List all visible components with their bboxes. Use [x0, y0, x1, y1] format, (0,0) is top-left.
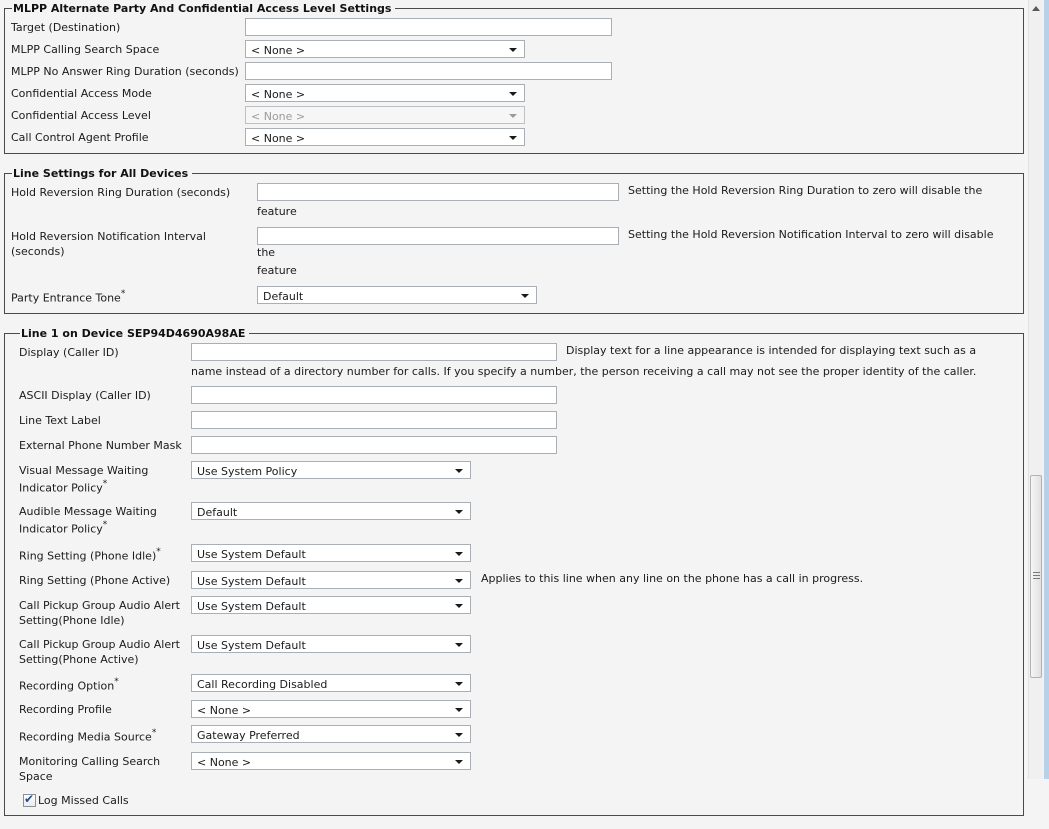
select-value: < None > — [251, 44, 306, 57]
call-pickup-group-audio-alert-phone-idle-select[interactable] — [191, 596, 471, 614]
confidential-access-level-select — [245, 106, 525, 124]
recording-media-source-select[interactable] — [191, 725, 471, 743]
audible-message-waiting-indicator-policy-select[interactable] — [191, 502, 471, 520]
dropdown-arrow-icon — [455, 604, 463, 608]
field-row-display-caller-id — [19, 343, 1015, 379]
field-row-confidential-access-mode — [11, 84, 1015, 102]
field-row-party-entrance-tone — [11, 286, 1015, 306]
scrollbar-up-button[interactable] — [1029, 0, 1044, 16]
field-row-recording-profile — [19, 700, 1015, 718]
dropdown-arrow-icon — [455, 510, 463, 514]
recording-profile-select[interactable] — [191, 700, 471, 718]
select-value: < None > — [251, 88, 306, 101]
select-value: < None > — [251, 132, 306, 145]
field-label: Target (Destination) — [11, 21, 121, 34]
field-row-monitoring-calling-search-space — [19, 752, 1015, 784]
field-row-recording-option — [19, 674, 1015, 694]
section-mlpp-legend: MLPP Alternate Party And Confidential Access Level Settings — [13, 2, 392, 15]
field-label: Ring Setting (Phone Active) — [19, 573, 171, 587]
field-label: Ring Setting (Phone Idle)* — [19, 546, 161, 563]
field-row-external-phone-number-mask — [19, 436, 1015, 454]
visual-message-waiting-indicator-policy-select[interactable] — [191, 461, 471, 479]
dropdown-arrow-icon — [455, 682, 463, 686]
field-row-call-control-agent-profile — [11, 128, 1015, 146]
field-label: Monitoring Calling Search Space — [19, 754, 161, 783]
call-control-agent-profile-select[interactable] — [245, 128, 525, 146]
select-value: Call Recording Disabled — [197, 677, 328, 691]
field-row-call-pickup-alert-phone-idle — [19, 596, 1015, 628]
required-asterisk: * — [102, 478, 108, 489]
field-help-text: Setting the Hold Reversion Notification Interval to zero will disable the — [257, 228, 994, 259]
field-row-line-text-label — [19, 411, 1015, 429]
line-text-label-input[interactable] — [191, 411, 557, 429]
field-label: Call Pickup Group Audio Alert Setting(Phone Idle) — [19, 598, 180, 627]
select-value: Default — [197, 506, 238, 520]
field-row-confidential-access-level — [11, 106, 1015, 124]
mlpp-no-answer-ring-duration-input[interactable] — [245, 62, 612, 80]
window-edge-strip — [1044, 0, 1049, 779]
section-line1-legend: Line 1 on Device SEP94D4690A98AE — [21, 326, 246, 340]
select-value: < None > — [251, 110, 306, 123]
field-row-ascii-display-caller-id — [19, 386, 1015, 404]
field-label: Display (Caller ID) — [19, 345, 119, 359]
dropdown-arrow-icon — [509, 114, 517, 118]
monitoring-calling-search-space-select[interactable] — [191, 752, 471, 770]
call-pickup-group-audio-alert-phone-active-select[interactable] — [191, 635, 471, 653]
field-label: Recording Option* — [19, 676, 119, 693]
select-value: Use System Default — [197, 547, 306, 561]
field-label: Confidential Access Level — [11, 109, 151, 122]
section-line-settings-legend: Line Settings for All Devices — [13, 167, 189, 180]
scrollbar-thumb[interactable] — [1030, 475, 1042, 678]
field-row-call-pickup-alert-phone-active — [19, 635, 1015, 667]
confidential-access-mode-select[interactable] — [245, 84, 525, 102]
dropdown-arrow-icon — [455, 643, 463, 647]
field-row-visual-mwi-policy — [19, 461, 1015, 496]
field-label: Confidential Access Mode — [11, 87, 152, 100]
dropdown-arrow-icon — [455, 579, 463, 583]
field-label: MLPP Calling Search Space — [11, 43, 160, 56]
select-value: Use System Default — [197, 638, 306, 652]
required-asterisk: * — [102, 520, 108, 531]
log-missed-calls-checkbox[interactable] — [23, 791, 36, 807]
select-value: < None > — [197, 704, 252, 718]
vertical-scrollbar[interactable] — [1028, 0, 1043, 779]
field-help-text: Setting the Hold Reversion Ring Duration to zero will disable the — [628, 184, 983, 197]
hold-reversion-notification-interval-input[interactable] — [257, 227, 619, 245]
select-value: Default — [263, 290, 304, 303]
ring-setting-phone-active-select[interactable] — [191, 571, 471, 589]
field-help-text: Display text for a line appearance is intended for displaying text such as a — [566, 343, 977, 357]
field-row-mlpp-calling-search-space — [11, 40, 1015, 58]
hold-reversion-ring-duration-input[interactable] — [257, 183, 619, 201]
checkbox-label: Log Missed Calls — [38, 793, 129, 807]
required-asterisk: * — [151, 728, 157, 739]
required-asterisk: * — [156, 546, 161, 557]
select-value: Use System Default — [197, 599, 306, 613]
field-row-mlpp-no-answer-ring-duration — [11, 62, 1015, 80]
field-label: Recording Profile — [19, 703, 112, 717]
ring-setting-phone-idle-select[interactable] — [191, 544, 471, 562]
field-help-text: Applies to this line when any line on the phone has a call in progress. — [481, 571, 864, 585]
field-label: ASCII Display (Caller ID) — [19, 388, 151, 402]
check-icon: ✔ — [24, 791, 35, 806]
field-label: Call Pickup Group Audio Alert Setting(Phone Active) — [19, 637, 180, 666]
section-line1-on-device — [4, 327, 1024, 816]
section-mlpp-settings — [4, 2, 1024, 154]
ascii-display-caller-id-input[interactable] — [191, 386, 557, 404]
scrollbar-grip-icon — [1033, 572, 1040, 573]
section-line-settings-all-devices — [4, 167, 1024, 314]
display-caller-id-input[interactable] — [191, 343, 557, 361]
field-row-ring-setting-phone-idle — [19, 544, 1015, 564]
select-value: Use System Policy — [197, 464, 298, 478]
dropdown-arrow-icon — [509, 48, 517, 52]
field-row-hold-reversion-ring-duration — [11, 183, 1015, 219]
field-label: Recording Media Source* — [19, 728, 157, 744]
field-label: Call Control Agent Profile — [11, 131, 149, 144]
dropdown-arrow-icon — [509, 136, 517, 140]
dropdown-arrow-icon — [455, 552, 463, 556]
field-label: Hold Reversion Ring Duration (seconds) — [11, 186, 231, 199]
dropdown-arrow-icon — [521, 294, 529, 298]
field-label: MLPP No Answer Ring Duration (seconds) — [11, 65, 239, 78]
select-value: Use System Default — [197, 574, 306, 588]
field-row-hold-reversion-notification-interval — [11, 227, 1015, 278]
dropdown-arrow-icon — [509, 92, 517, 96]
field-row-recording-media-source — [19, 725, 1015, 745]
field-label: Audible Message Waiting Indicator Policy* — [19, 505, 157, 536]
dropdown-arrow-icon — [455, 469, 463, 473]
field-help-text-wrap: name instead of a directory number for calls. If you specify a number, the person receiving a call may not see the proper identity of the caller. — [191, 364, 977, 378]
dropdown-arrow-icon — [455, 708, 463, 712]
field-row-audible-mwi-policy — [19, 502, 1015, 537]
recording-option-select[interactable] — [191, 674, 471, 692]
target-destination-input[interactable] — [245, 18, 612, 36]
scroll-up-arrow-icon — [1032, 6, 1040, 11]
field-row-ring-setting-phone-active — [19, 571, 1015, 589]
field-label: Line Text Label — [19, 413, 101, 427]
field-help-text-wrap: feature — [257, 264, 297, 277]
field-help-text-wrap: feature — [257, 205, 297, 218]
dropdown-arrow-icon — [455, 733, 463, 737]
field-label: Hold Reversion Notification Interval (seconds) — [11, 230, 206, 258]
field-label: Party Entrance Tone* — [11, 289, 126, 305]
field-row-log-missed-calls — [23, 791, 1015, 807]
select-value: < None > — [197, 755, 252, 769]
mlpp-calling-search-space-select[interactable] — [245, 40, 525, 58]
field-row-target-destination — [11, 18, 1015, 36]
select-value: Gateway Preferred — [197, 729, 300, 743]
field-label: External Phone Number Mask — [19, 438, 182, 452]
external-phone-number-mask-input[interactable] — [191, 436, 557, 454]
party-entrance-tone-select[interactable] — [257, 286, 537, 304]
required-asterisk: * — [120, 289, 126, 299]
required-asterisk: * — [114, 676, 119, 687]
dropdown-arrow-icon — [455, 760, 463, 764]
field-label: Visual Message Waiting Indicator Policy* — [19, 463, 149, 495]
